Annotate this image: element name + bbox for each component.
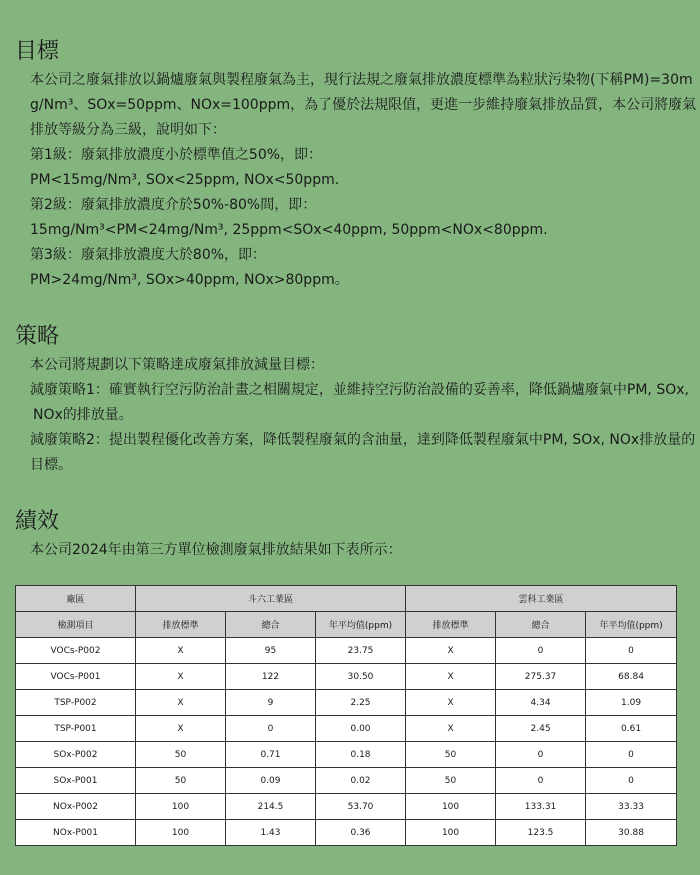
table-cell: 0 xyxy=(496,638,586,664)
strategy-line: 目標。 xyxy=(30,457,72,473)
table-cell: 50 xyxy=(406,742,496,768)
row-item-cell: VOCs-P001 xyxy=(16,664,136,690)
row-item-cell: NOx-P002 xyxy=(16,794,136,820)
table-cell: X xyxy=(406,638,496,664)
goals-line: 本公司之廢氣排放以鍋爐廢氣與製程廢氣為主，現行法規之廢氣排放濃度標準為粒狀污染物(下稱PM)=30m xyxy=(30,72,693,88)
table-cell: 30.88 xyxy=(586,820,677,846)
table-cell: 0.02 xyxy=(316,768,406,794)
row-item-cell: TSP-P002 xyxy=(16,690,136,716)
plant1-header: 斗六工業區 xyxy=(136,586,406,612)
subheader-cell: 總合 xyxy=(226,612,316,638)
table-cell: 0.18 xyxy=(316,742,406,768)
table-body xyxy=(16,638,677,846)
table-cell: 100 xyxy=(406,794,496,820)
table-cell: 0 xyxy=(496,742,586,768)
table-cell: 1.43 xyxy=(226,820,316,846)
table-cell: 50 xyxy=(136,742,226,768)
table-cell: 0 xyxy=(586,768,677,794)
item-header: 檢測項目 xyxy=(16,612,136,638)
goals-line: PM<15mg/Nm³, SOx<25ppm, NOx<50ppm. xyxy=(30,172,340,188)
table-cell: 33.33 xyxy=(586,794,677,820)
table-cell: X xyxy=(136,690,226,716)
table-cell: X xyxy=(406,716,496,742)
strategy-line: NOx的排放量。 xyxy=(33,407,133,423)
table-cell: 23.75 xyxy=(316,638,406,664)
row-item-cell: TSP-P001 xyxy=(16,716,136,742)
row-item-cell: VOCs-P002 xyxy=(16,638,136,664)
strategy-line: 減廢策略1：確實執行空污防治計畫之相關規定，並維持空污防治設備的妥善率，降低鍋爐廢氣中PM, SOx, xyxy=(30,382,689,398)
goals-line: 第2級：廢氣排放濃度介於50%-80%間，即： xyxy=(30,197,317,213)
table-cell: 0.36 xyxy=(316,820,406,846)
table-cell: 30.50 xyxy=(316,664,406,690)
goals-line: 第1級：廢氣排放濃度小於標準值之50%，即： xyxy=(30,147,323,163)
table-header-row xyxy=(16,586,677,612)
table-cell: 1.09 xyxy=(586,690,677,716)
table-cell: 2.25 xyxy=(316,690,406,716)
goals-line: PM>24mg/Nm³, SOx>40ppm, NOx>80ppm。 xyxy=(30,272,349,288)
subheader-cell: 總合 xyxy=(496,612,586,638)
table-cell: 100 xyxy=(406,820,496,846)
table-cell: X xyxy=(406,664,496,690)
table-cell: 0.00 xyxy=(316,716,406,742)
table-row xyxy=(16,716,677,742)
performance-intro-line: 本公司2024年由第三方單位檢測廢氣排放結果如下表所示： xyxy=(30,542,402,558)
table-cell: 123.5 xyxy=(496,820,586,846)
goals-line: 第3級：廢氣排放濃度大於80%，即： xyxy=(30,247,267,263)
table-row xyxy=(16,638,677,664)
row-item-cell: SOx-P001 xyxy=(16,768,136,794)
performance-intro xyxy=(30,538,686,563)
strategy-line: 本公司將規劃以下策略達成廢氣排放減量目標： xyxy=(30,357,324,373)
goals-line: 排放等級分為三級，說明如下： xyxy=(30,122,226,138)
subheader-cell: 年平均值(ppm) xyxy=(586,612,677,638)
table-row xyxy=(16,820,677,846)
table-cell: X xyxy=(136,664,226,690)
table-cell: 0.09 xyxy=(226,768,316,794)
goals-line: 15mg/Nm³<PM<24mg/Nm³, 25ppm<SOx<40ppm, 50ppm<NOx<80ppm. xyxy=(30,222,548,238)
table-cell: 122 xyxy=(226,664,316,690)
table-cell: 0.71 xyxy=(226,742,316,768)
table-row xyxy=(16,742,677,768)
goals-paragraph xyxy=(30,68,697,293)
goals-line: g/Nm³、SOx=50ppm、NOx=100ppm，為了優於法規限值，更進一步維持廢氣排放品質，本公司將廢氣 xyxy=(30,97,697,113)
table-cell: X xyxy=(406,690,496,716)
table-cell: X xyxy=(136,716,226,742)
table-cell: 0 xyxy=(586,638,677,664)
strategy-paragraph xyxy=(30,353,696,478)
subheader-cell: 年平均值(ppm) xyxy=(316,612,406,638)
table-cell: 100 xyxy=(136,794,226,820)
table-cell: 53.70 xyxy=(316,794,406,820)
row-item-cell: NOx-P001 xyxy=(16,820,136,846)
emission-table xyxy=(15,585,677,846)
plant2-header: 雲科工業區 xyxy=(406,586,677,612)
table-cell: 2.45 xyxy=(496,716,586,742)
table-cell: 95 xyxy=(226,638,316,664)
table-cell: 50 xyxy=(406,768,496,794)
table-row xyxy=(16,690,677,716)
subheader-cell: 排放標準 xyxy=(406,612,496,638)
table-cell: 9 xyxy=(226,690,316,716)
table-subheader-row xyxy=(16,612,677,638)
table-row xyxy=(16,664,677,690)
table-cell: 100 xyxy=(136,820,226,846)
subheader-cell: 排放標準 xyxy=(136,612,226,638)
table-row xyxy=(16,768,677,794)
performance-title: 績效 xyxy=(15,509,60,534)
table-cell: 0 xyxy=(586,742,677,768)
table-cell: 4.34 xyxy=(496,690,586,716)
table-cell: 0.61 xyxy=(586,716,677,742)
table-cell: 133.31 xyxy=(496,794,586,820)
table-cell: 50 xyxy=(136,768,226,794)
table-cell: X xyxy=(136,638,226,664)
strategy-title: 策略 xyxy=(15,324,60,349)
table-row xyxy=(16,794,677,820)
table-cell: 0 xyxy=(226,716,316,742)
plant-header: 廠區 xyxy=(16,586,136,612)
strategy-line: 減廢策略2：提出製程優化改善方案，降低製程廢氣的含油量，達到降低製程廢氣中PM, SOx, NOx排放量的 xyxy=(30,432,696,448)
goals-title: 目標 xyxy=(15,39,60,64)
table-cell: 275.37 xyxy=(496,664,586,690)
row-item-cell: SOx-P002 xyxy=(16,742,136,768)
table-cell: 214.5 xyxy=(226,794,316,820)
table-cell: 68.84 xyxy=(586,664,677,690)
table-cell: 0 xyxy=(496,768,586,794)
